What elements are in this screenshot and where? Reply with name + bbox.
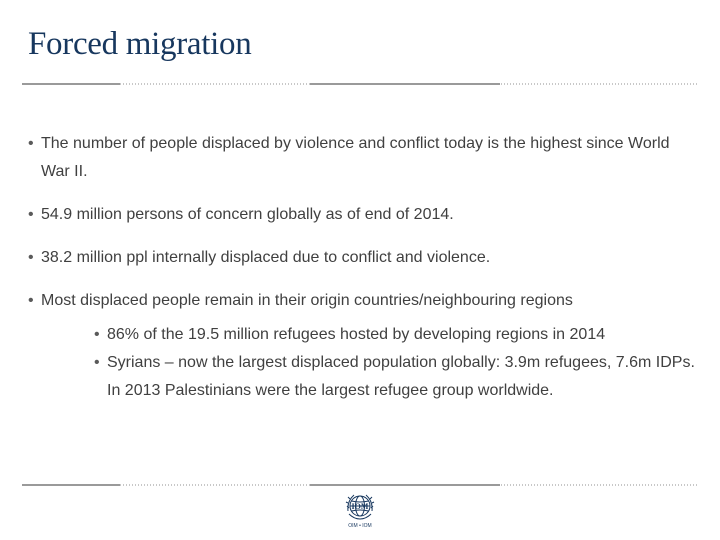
sub-bullet-list [28, 321, 698, 405]
bullet-item: • 38.2 million ppl internally displaced due to conflict and violence. [28, 244, 698, 272]
bullet-list [28, 130, 698, 405]
bottom-divider [22, 484, 698, 486]
iom-logo [337, 489, 383, 533]
bullet-item: • Most displaced people remain in their origin countries/neighbouring regions [28, 287, 698, 315]
iom-emblem-icon [343, 489, 377, 523]
logo-caption: OIM • IOM [348, 523, 372, 529]
top-divider [22, 83, 698, 85]
bullet-item: • The number of people displaced by violence and conflict today is the highest since World War II. [28, 130, 698, 186]
sub-bullet-item: • Syrians – now the largest displaced population globally: 3.9m refugees, 7.6m IDPs. In 2013 Palestinians were the largest refugee group worldwide. [94, 349, 698, 405]
sub-bullet-item: • 86% of the 19.5 million refugees hosted by developing regions in 2014 [94, 321, 698, 349]
logo-letters: IOM [351, 502, 369, 511]
slide-title: Forced migration [28, 26, 252, 62]
bullet-item: • 54.9 million persons of concern globally as of end of 2014. [28, 201, 698, 229]
